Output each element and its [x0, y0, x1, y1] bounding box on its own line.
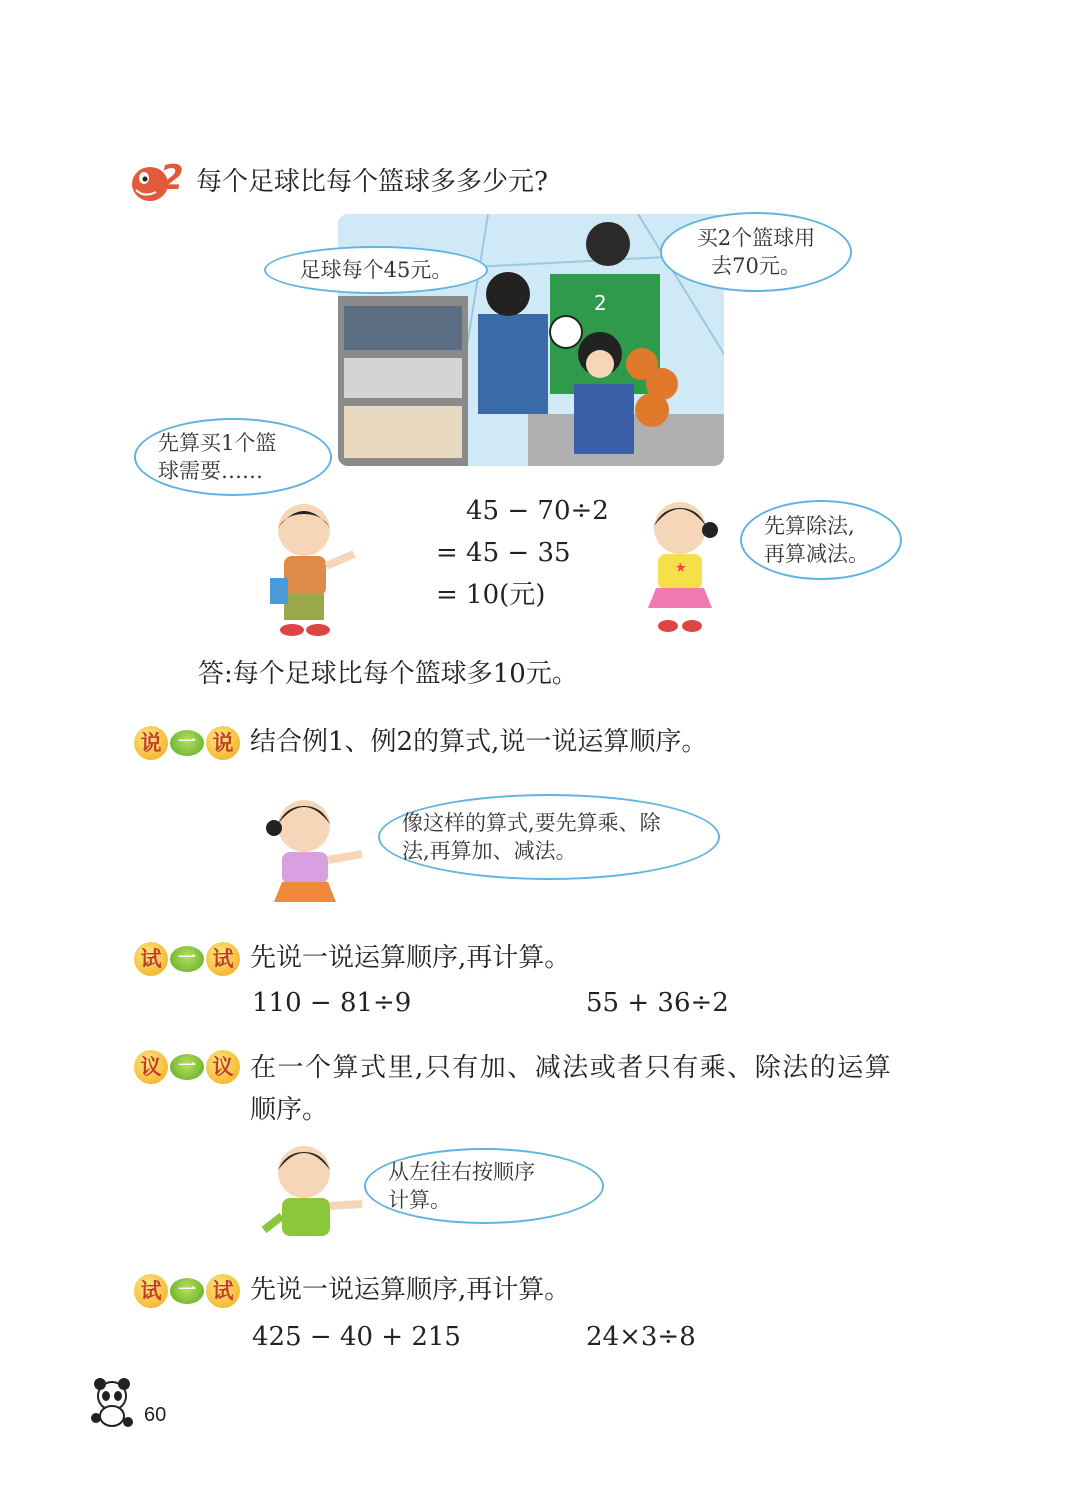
jersey-number: 2: [594, 291, 607, 315]
badge-try1-c1: 试: [134, 942, 168, 976]
try2-expr1: 425 − 40 + 215: [252, 1322, 461, 1352]
badge-try-2: [134, 1272, 240, 1310]
page-number: 60: [144, 1404, 167, 1426]
panda-icon: [88, 1378, 138, 1428]
badge-try-1: [134, 940, 240, 978]
girl-bubble-line1: 像这样的算式,要先算乘、除: [402, 811, 661, 835]
bubble-left-line2: 球需要……: [158, 459, 263, 483]
speech-bubble-boy: [364, 1148, 604, 1224]
discuss-line2: 顺序。: [250, 1095, 329, 1125]
badge-say-c1: 说: [134, 726, 168, 760]
boy-bubble-line1: 从左往右按顺序: [388, 1160, 535, 1184]
try1-text: 先说一说运算顺序,再计算。: [250, 943, 571, 973]
boy-figure-2: [258, 1140, 368, 1240]
answer-text: 答:每个足球比每个篮球多10元。: [198, 659, 578, 689]
girl-bubble-line2: 法,再算加、减法。: [402, 839, 577, 863]
calc-line-3: = 10(元): [436, 580, 546, 610]
badge-discuss-c1: 议: [134, 1050, 168, 1084]
try1-expr1: 110 − 81÷9: [252, 988, 412, 1018]
bubble-basket-line1: 买2个篮球用: [696, 226, 816, 250]
bubble-right-line2: 再算减法。: [764, 542, 869, 566]
bubble-left-line1: 先算买1个篮: [158, 431, 277, 455]
badge-try1-c3: 试: [206, 942, 240, 976]
bubble-basket-line2: 去70元。: [711, 254, 801, 278]
example-number: 2: [160, 158, 184, 198]
try2-text: 先说一说运算顺序,再计算。: [250, 1275, 571, 1305]
speech-bubble-basketball-price: [660, 212, 852, 292]
try2-expr2: 24×3÷8: [586, 1322, 696, 1352]
boy-bubble-line2: 计算。: [388, 1188, 451, 1212]
example-marker: [130, 160, 188, 204]
discuss-line1: 在一个算式里,只有加、减法或者只有乘、除法的运算: [250, 1053, 893, 1083]
badge-say-c3: 说: [206, 726, 240, 760]
girl-figure-2: [258, 794, 368, 910]
badge-say: [134, 724, 240, 762]
calc-line-1: 45 − 70÷2: [466, 496, 609, 526]
speech-bubble-girl: [378, 794, 720, 880]
example-question: 每个足球比每个篮球多多少元?: [196, 167, 548, 197]
say-text: 结合例1、例2的算式,说一说运算顺序。: [250, 727, 708, 757]
try1-expr2: 55 + 36÷2: [586, 988, 729, 1018]
badge-try1-c2: 一: [170, 946, 204, 972]
badge-discuss-c3: 议: [206, 1050, 240, 1084]
badge-say-c2: 一: [170, 730, 204, 756]
badge-try2-c2: 一: [170, 1278, 204, 1304]
badge-discuss: [134, 1048, 240, 1086]
badge-try2-c1: 试: [134, 1274, 168, 1308]
badge-try2-c3: 试: [206, 1274, 240, 1308]
calc-line-2: = 45 − 35: [436, 538, 571, 568]
badge-discuss-c2: 一: [170, 1054, 204, 1080]
speech-bubble-right: [740, 500, 902, 580]
bubble-soccer-text: 足球每个45元。: [299, 258, 453, 282]
bubble-right-line1: 先算除法,: [764, 514, 855, 538]
speech-bubble-soccer-price: [264, 246, 488, 294]
boy-figure-1: [262, 500, 362, 640]
girl-figure-1: [636, 496, 726, 636]
speech-bubble-left: [134, 418, 332, 496]
